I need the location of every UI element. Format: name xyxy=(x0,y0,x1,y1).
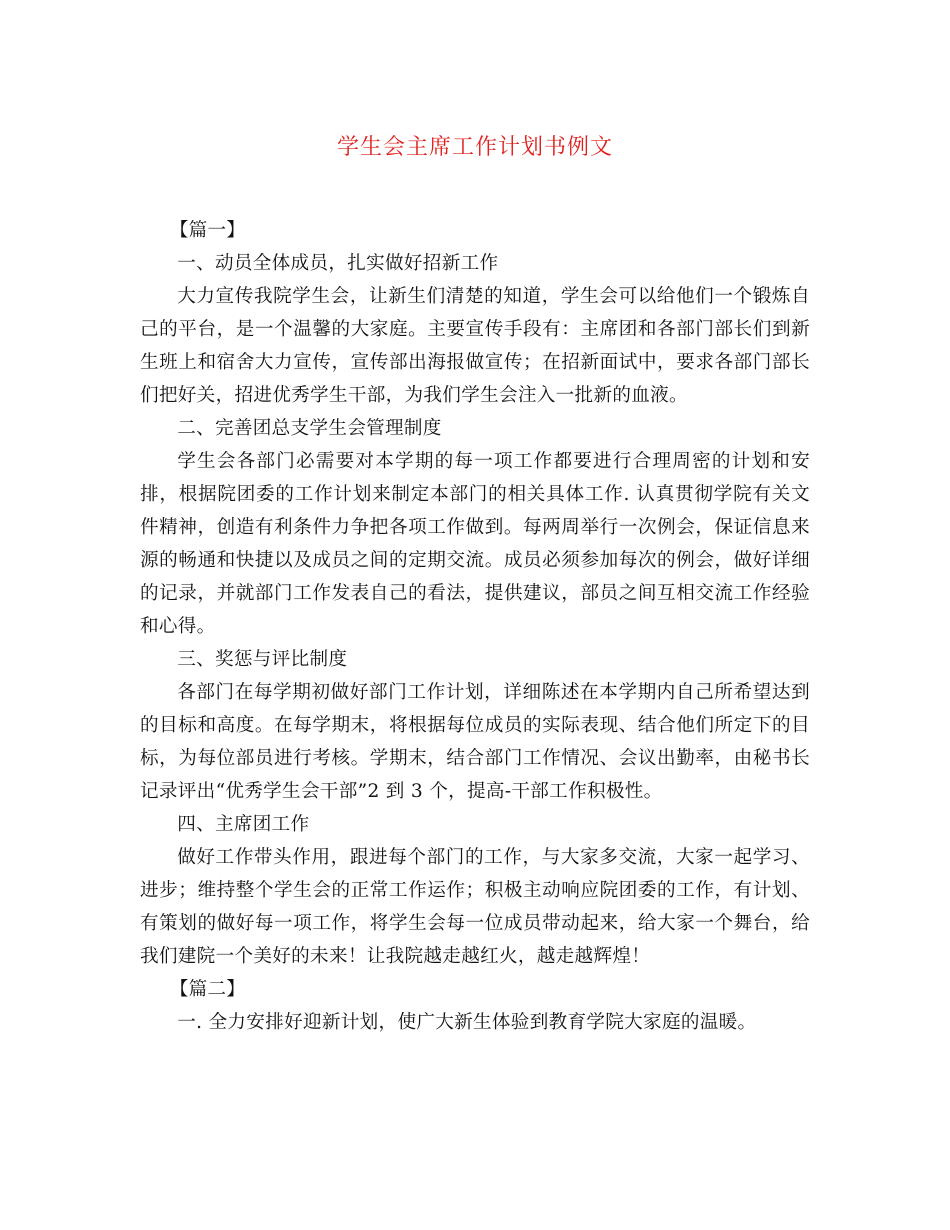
paragraph-rewards: 各部门在每学期初做好部门工作计划，详细陈述在本学期内自己所希望达到的目标和高度。在每学期末，将根据每位成员的实际表现、结合他们所定下的目标，为每位部员进行考核。学期末，结合部门工作情况、会议出勤率，由秘书长记录评出“优秀学生会干部”2 到 3 个，提高-干部工作积极性。 xyxy=(140,682,810,802)
section-heading-part-one: 【篇一】 xyxy=(169,220,246,241)
subheading-rewards: 三、奖惩与评比制度 xyxy=(177,649,348,670)
subheading-management: 二、完善团总支学生会管理制度 xyxy=(177,418,442,439)
paragraph-management: 学生会各部门必需要对本学期的每一项工作都要进行合理周密的计划和安排，根据院团委的工作计划来制定本部门的相关具体工作. 认真贯彻学院有关文件精神，创造有利条件力争把各项工作做到。每两周举行一次例会，保证信息来源的畅通和快捷以及成员之间的定期交流。成员必须参加每次的例会，做好详细的记录，并就部门工作发表自己的看法，提供建议，部员之间互相交流工作经验和心得。 xyxy=(140,451,810,637)
document-body xyxy=(140,214,810,1039)
subheading-presidium: 四、主席团工作 xyxy=(177,814,310,835)
document-title: 学生会主席工作计划书例文 xyxy=(336,135,613,160)
paragraph-welcome: 一. 全力安排好迎新计划，使广大新生体验到教育学院大家庭的温暖。 xyxy=(177,1012,757,1033)
subheading-recruitment: 一、动员全体成员，扎实做好招新工作 xyxy=(177,253,499,274)
paragraph-recruitment: 大力宣传我院学生会，让新生们清楚的知道，学生会可以给他们一个锻炼自己的平台，是一个温馨的大家庭。主要宣传手段有：主席团和各部门部长们到新生班上和宿舍大力宣传，宣传部出海报做宣传；在招新面试中，要求各部门部长们把好关，招进优秀学生干部，为我们学生会注入一批新的血液。 xyxy=(140,286,810,406)
section-heading-part-two: 【篇二】 xyxy=(169,979,246,1000)
paragraph-presidium: 做好工作带头作用，跟进每个部门的工作，与大家多交流，大家一起学习、进步；维持整个学生会的正常工作运作；积极主动响应院团委的工作，有计划、有策划的做好每一项工作，将学生会每一位成员带动起来，给大家一个舞台，给我们建院一个美好的未来！让我院越走越红火，越走越辉煌！ xyxy=(140,847,810,967)
